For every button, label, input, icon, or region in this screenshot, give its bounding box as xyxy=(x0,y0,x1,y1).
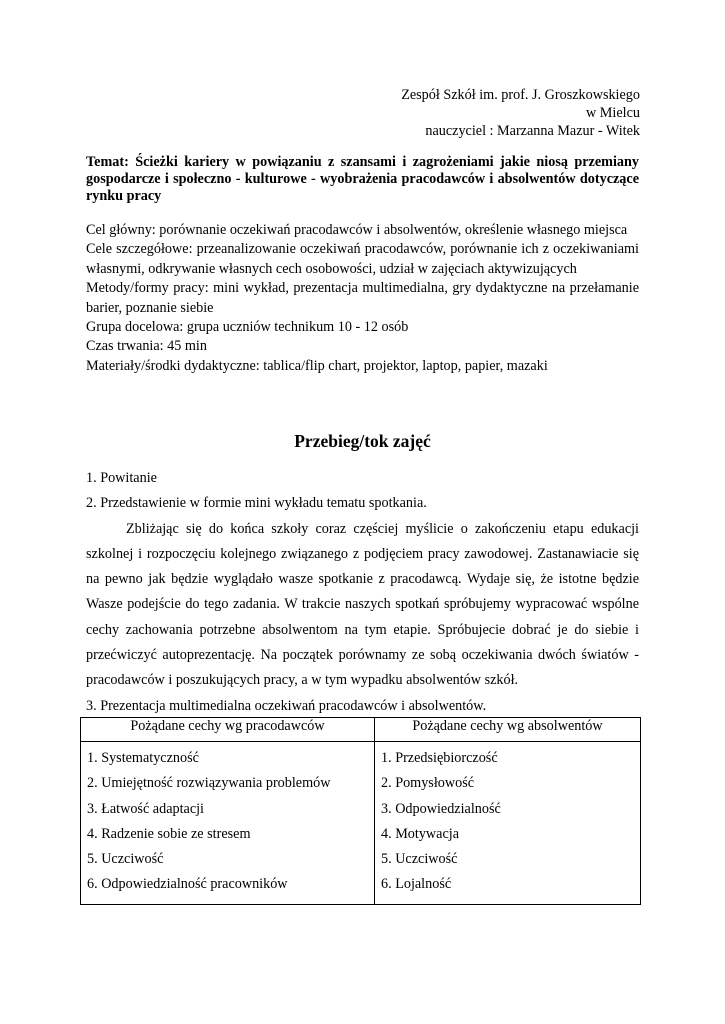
list-item: 4. Radzenie sobie ze stresem xyxy=(87,825,251,842)
list-item: 6. Lojalność xyxy=(381,876,452,893)
section-heading: Przebieg/tok zajęć xyxy=(294,431,431,451)
step-3: 3. Prezentacja multimedialna oczekiwań pracodawców i absolwentów. xyxy=(86,697,487,714)
target-group: Grupa docelowa: grupa uczniów technikum 10 - 12 osób xyxy=(86,319,409,336)
list-item: 5. Uczciwość xyxy=(87,851,164,868)
list-item: 1. Systematyczność xyxy=(87,750,199,766)
list-item: 3. Odpowiedzialność xyxy=(381,800,501,817)
list-item: 2. Umiejętność rozwiązywania problemów xyxy=(87,775,331,792)
materials: Materiały/środki dydaktyczne: tablica/flip chart, projektor, laptop, papier, mazaki xyxy=(86,357,548,374)
list-item: 1. Przedsiębiorczość xyxy=(381,750,498,766)
list-item: 3. Łatwość adaptacji xyxy=(87,800,204,817)
main-goal: Cel główny: porównanie oczekiwań pracodawców i absolwentów, określenie własnego miejsca xyxy=(86,222,628,238)
header-block xyxy=(401,86,640,140)
list-item: 4. Motywacja xyxy=(381,825,460,842)
list-item: 2. Pomysłowość xyxy=(381,775,475,792)
lecture-paragraph: Zbliżając się do końca szkoły coraz częściej myślicie o zakończeniu etapu edukacji szkolnej i rozpoczęciu kolejnego związanego z podjęciem pracy zawodowej. Zastanawiacie się na pewno jak będzie wyglądało wasze spotkanie z pracodawcą. Wydaje się, że istotne będzie Wasze podejście do tego zadania. W trakcie naszych spotkań spróbujemy wypracować wspólne cechy zachowania potrzebne absolwentom na tym etapie. Spróbujecie dobrać je do siebie i przećwiczyć autoprezentację. Na początek porównamy ze sobą oczekiwania dwóch światów - pracodawców i poszukujących pracy, a w tym wypadku absolwentów szkół. xyxy=(86,520,639,689)
detailed-goals: Cele szczegółowe: przeanalizowanie oczekiwań pracodawców, porównanie ich z oczekiwaniami własnymi, odkrywanie własnych cech osobowości, udział w zajęciach aktywizujących xyxy=(86,241,639,277)
school-name: Zespół Szkół im. prof. J. Groszkowskiego xyxy=(401,87,640,103)
table-row xyxy=(81,742,641,905)
list-item: 6. Odpowiedzialność pracowników xyxy=(87,876,288,893)
lesson-topic: Temat: Ścieżki kariery w powiązaniu z szansami i zagrożeniami jakie niosą przemiany gospodarcze i społeczno - kulturowe - wyobrażenia pracodawców i absolwentów dotyczące rynku pracy xyxy=(86,154,639,204)
methods: Metody/formy pracy: mini wykład, prezentacja multimedialna, gry dydaktyczne na przełamanie barier, poznanie siebie xyxy=(86,280,639,316)
graduates-header: Pożądane cechy wg absolwentów xyxy=(375,718,641,742)
employers-header: Pożądane cechy wg pracodawców xyxy=(81,718,375,742)
duration: Czas trwania: 45 min xyxy=(86,338,207,355)
step-1: 1. Powitanie xyxy=(86,470,157,486)
school-city: w Mielcu xyxy=(586,105,640,121)
teacher-name: nauczyciel : Marzanna Mazur - Witek xyxy=(425,123,640,139)
employers-traits-cell xyxy=(81,742,375,905)
lesson-meta xyxy=(86,221,639,376)
list-item: 5. Uczciwość xyxy=(381,851,458,868)
traits-table xyxy=(80,717,641,905)
graduates-traits-cell xyxy=(375,742,641,905)
step-2: 2. Przedstawienie w formie mini wykładu tematu spotkania. xyxy=(86,495,427,512)
table-header-row xyxy=(81,718,641,742)
lesson-steps xyxy=(86,466,639,719)
